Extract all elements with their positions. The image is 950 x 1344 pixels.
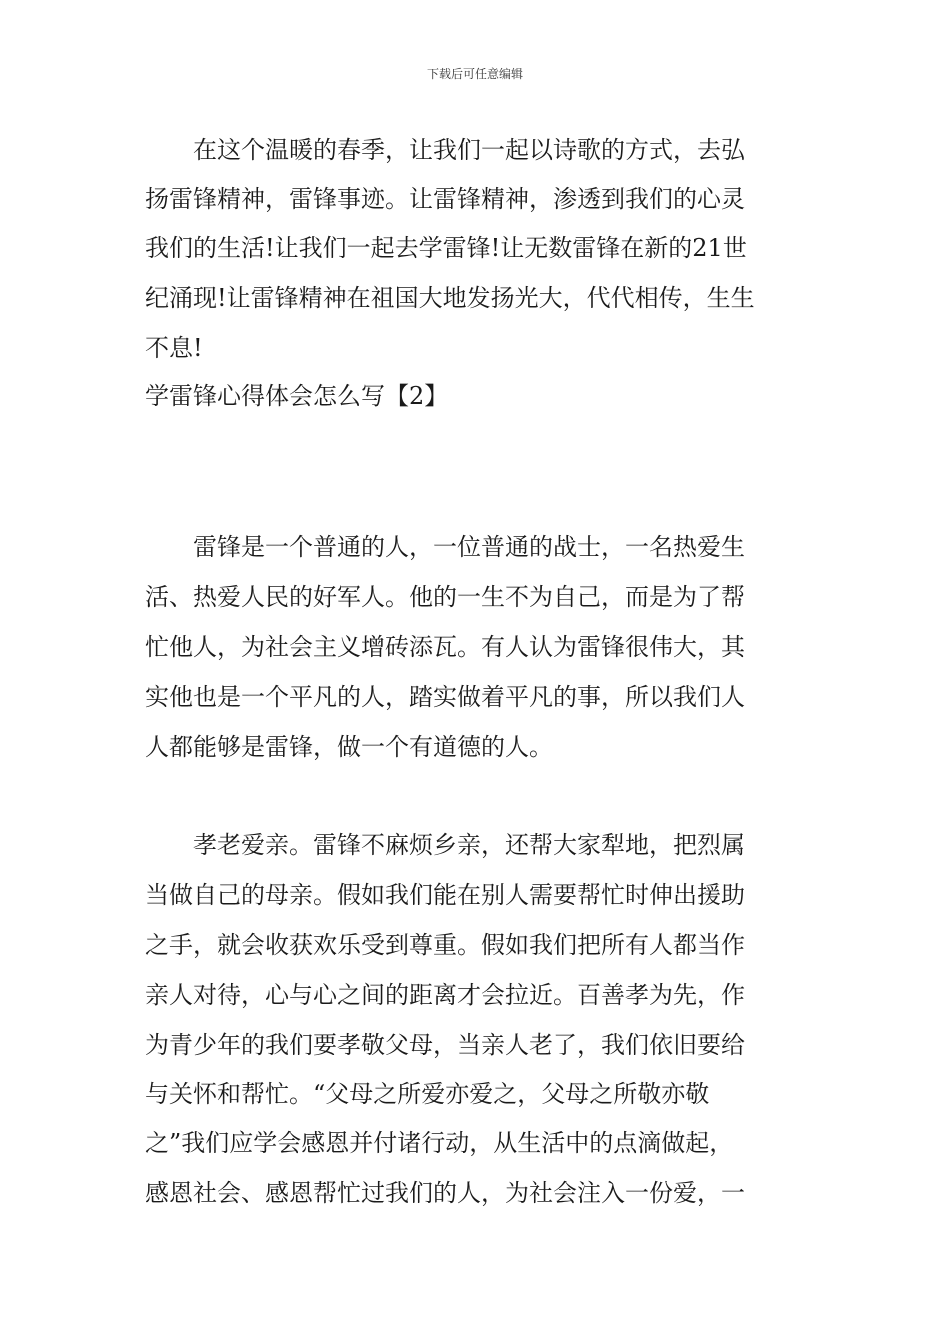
paragraph-line: 在这个温暖的春季，让我们一起以诗歌的方式，去弘: [145, 136, 745, 164]
paragraph-line: 人都能够是雷锋，做一个有道德的人。: [145, 733, 553, 761]
paragraph-line: 扬雷锋精神，雷锋事迹。让雷锋精神，渗透到我们的心灵: [145, 185, 745, 213]
section-heading: 学雷锋心得体会怎么写【2】: [145, 382, 449, 410]
paragraph-line: 雷锋是一个普通的人，一位普通的战士，一名热爱生: [145, 533, 745, 561]
page-header: 下载后可任意编辑: [426, 67, 523, 81]
paragraph-line: 忙他人，为社会主义增砖添瓦。有人认为雷锋很伟大，其: [145, 633, 745, 661]
paragraph-line: 我们的生活!让我们一起去学雷锋!让无数雷锋在新的21世: [145, 234, 747, 262]
paragraph-line: 纪涌现!让雷锋精神在祖国大地发扬光大，代代相传，生生: [145, 284, 755, 312]
paragraph-line: 之手，就会收获欢乐受到尊重。假如我们把所有人都当作: [145, 931, 745, 959]
paragraph-line: 为青少年的我们要孝敬父母，当亲人老了，我们依旧要给: [145, 1031, 745, 1059]
paragraph-line: 活、热爱人民的好军人。他的一生不为自己，而是为了帮: [145, 583, 745, 611]
paragraph-line: 与关怀和帮忙。“父母之所爱亦爱之，父母之所敬亦敬: [145, 1080, 710, 1108]
paragraph-line: 感恩社会、感恩帮忙过我们的人，为社会注入一份爱，一: [145, 1179, 745, 1207]
paragraph-line: 亲人对待，心与心之间的距离才会拉近。百善孝为先，作: [145, 981, 745, 1009]
paragraph-line: 当做自己的母亲。假如我们能在别人需要帮忙时伸出援助: [145, 881, 745, 909]
paragraph-line: 实他也是一个平凡的人，踏实做着平凡的事，所以我们人: [145, 683, 745, 711]
paragraph-line: 孝老爱亲。雷锋不麻烦乡亲，还帮大家犁地，把烈属: [145, 831, 745, 859]
paragraph-line: 不息!: [145, 334, 203, 362]
paragraph-line: 之”我们应学会感恩并付诸行动，从生活中的点滴做起，: [145, 1129, 734, 1157]
